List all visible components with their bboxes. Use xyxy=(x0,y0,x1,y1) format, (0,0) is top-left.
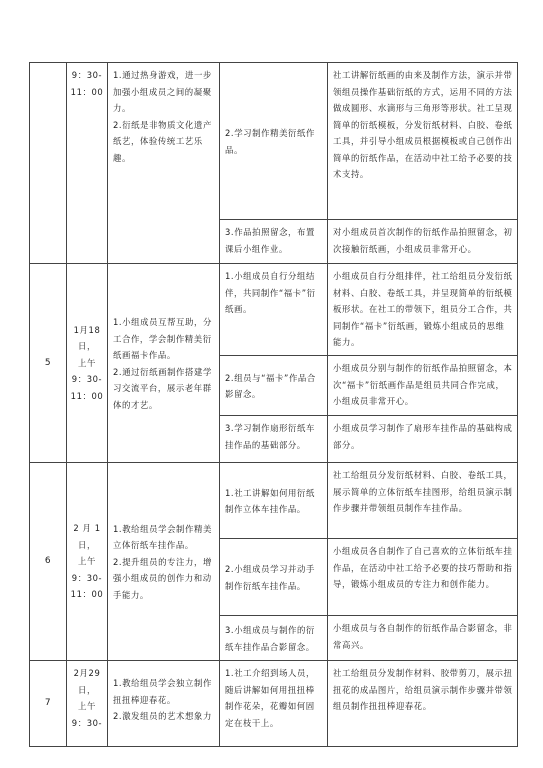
activity-description: 社工讲解衍纸画的由来及制作方法，演示并带领组员操作基础衍纸的方式，运用不同的方法做成圆形、水滴形与三角形等形状。社工呈现简单的衍纸模板，分发衍纸材料、白胶、卷纸工具，并引导小组成员根据模板或自己创作出简单的衍纸作品，在活动中社工给予必要的技术支持。 xyxy=(328,63,518,220)
session-number: 6 xyxy=(30,463,67,661)
activity-description: 小组成员自行分组排伴，社工给组员分发衍纸材料、白胶、卷纸工具，并呈现简单的衍纸模板形状。在社工的带领下，组员分工合作，共同制作“福卡”衍纸画，锻炼小组成员的思维能力。 xyxy=(328,264,518,356)
activity-step: 3.小组成员与制作的衍纸车挂作品合影留念。 xyxy=(220,616,328,661)
session-time: 2 月 1 日， 上午 9：30- 11：00 xyxy=(67,463,108,661)
session-objectives: 1.教给组员学会制作精美立体衍纸车挂作品。 2.提升组员的专注力，增强小组成员的创作力和动手能力。 xyxy=(108,463,220,661)
activity-description: 小组成员各自制作了自己喜欢的立体衍纸车挂作品，在活动中社工给予必要的技巧帮助和指导，锻炼小组成员的专注力和创作能力。 xyxy=(328,539,518,616)
activity-description: 小组成员与各自制作的衍纸作品合影留念，非常高兴。 xyxy=(328,616,518,661)
session-time: 9：30- 11：00 xyxy=(67,63,108,264)
activity-step: 3.学习制作扇形衍纸车挂作品的基础部分。 xyxy=(220,416,328,463)
session-objectives: 1.通过热身游戏，进一步加强小组成员之间的凝聚力。 2.衍纸是非物质文化遗产纸艺，体验传统工艺乐趣。 xyxy=(108,63,220,264)
session-objectives: 1.小组成员互帮互助，分工合作，学会制作精美衍纸画福卡作品。 2.通过衍纸画制作搭建学习交流平台，展示老年群体的才艺。 xyxy=(108,264,220,463)
activity-step: 1.小组成员自行分组结伴，共同制作“福卡”衍纸画。 xyxy=(220,264,328,356)
activity-description: 小组成员学习制作了扇形车挂作品的基础构成部分。 xyxy=(328,416,518,463)
session-objectives: 1.教给组员学会独立制作扭扭棒迎春花。 2.激发组员的艺术想象力 xyxy=(108,661,220,747)
session-number xyxy=(30,63,67,264)
activity-step: 2.学习制作精美衍纸作品。 xyxy=(220,63,328,220)
table-row xyxy=(30,661,518,747)
activity-description: 社工给组员分发制作材料、胶带剪刀，展示扭扭花的成品图片，给组员演示制作步骤并带领组员制作扭扭棒迎春花。 xyxy=(328,661,518,747)
activity-step: 2.组员与“福卡”作品合影留念。 xyxy=(220,356,328,416)
activity-description: 社工给组员分发衍纸材料、白胶、卷纸工具，展示简单的立体衍纸车挂图形，给组员演示制作步骤并带领组员制作车挂作品。 xyxy=(328,463,518,539)
activity-step: 1.社工介绍到场人员，随后讲解如何用扭扭棒制作花朵，花瓣如何固定在枝干上。 xyxy=(220,661,328,747)
session-time: 2月29 日， 上午 9：30- xyxy=(67,661,108,747)
table-row xyxy=(30,463,518,539)
activity-step: 1.社工讲解如何用衍纸制作立体车挂作品。 xyxy=(220,463,328,539)
session-number: 5 xyxy=(30,264,67,463)
activity-description: 小组成员分别与制作的衍纸作品拍照留念，本次“福卡”衍纸画作品是组员共同合作完成，小组成员非常开心。 xyxy=(328,356,518,416)
activity-description: 对小组成员首次制作的衍纸作品拍照留念，初次接触衍纸画，小组成员非常开心。 xyxy=(328,220,518,264)
session-number: 7 xyxy=(30,661,67,747)
activity-schedule-table xyxy=(29,62,518,747)
activity-step: 3.作品拍照留念，布置课后小组作业。 xyxy=(220,220,328,264)
table-row xyxy=(30,264,518,356)
session-time: 1月18 日， 上午 9：30- 11：00 xyxy=(67,264,108,463)
activity-step: 2.小组成员学习并动手制作衍纸车挂作品。 xyxy=(220,539,328,616)
table-row xyxy=(30,63,518,220)
